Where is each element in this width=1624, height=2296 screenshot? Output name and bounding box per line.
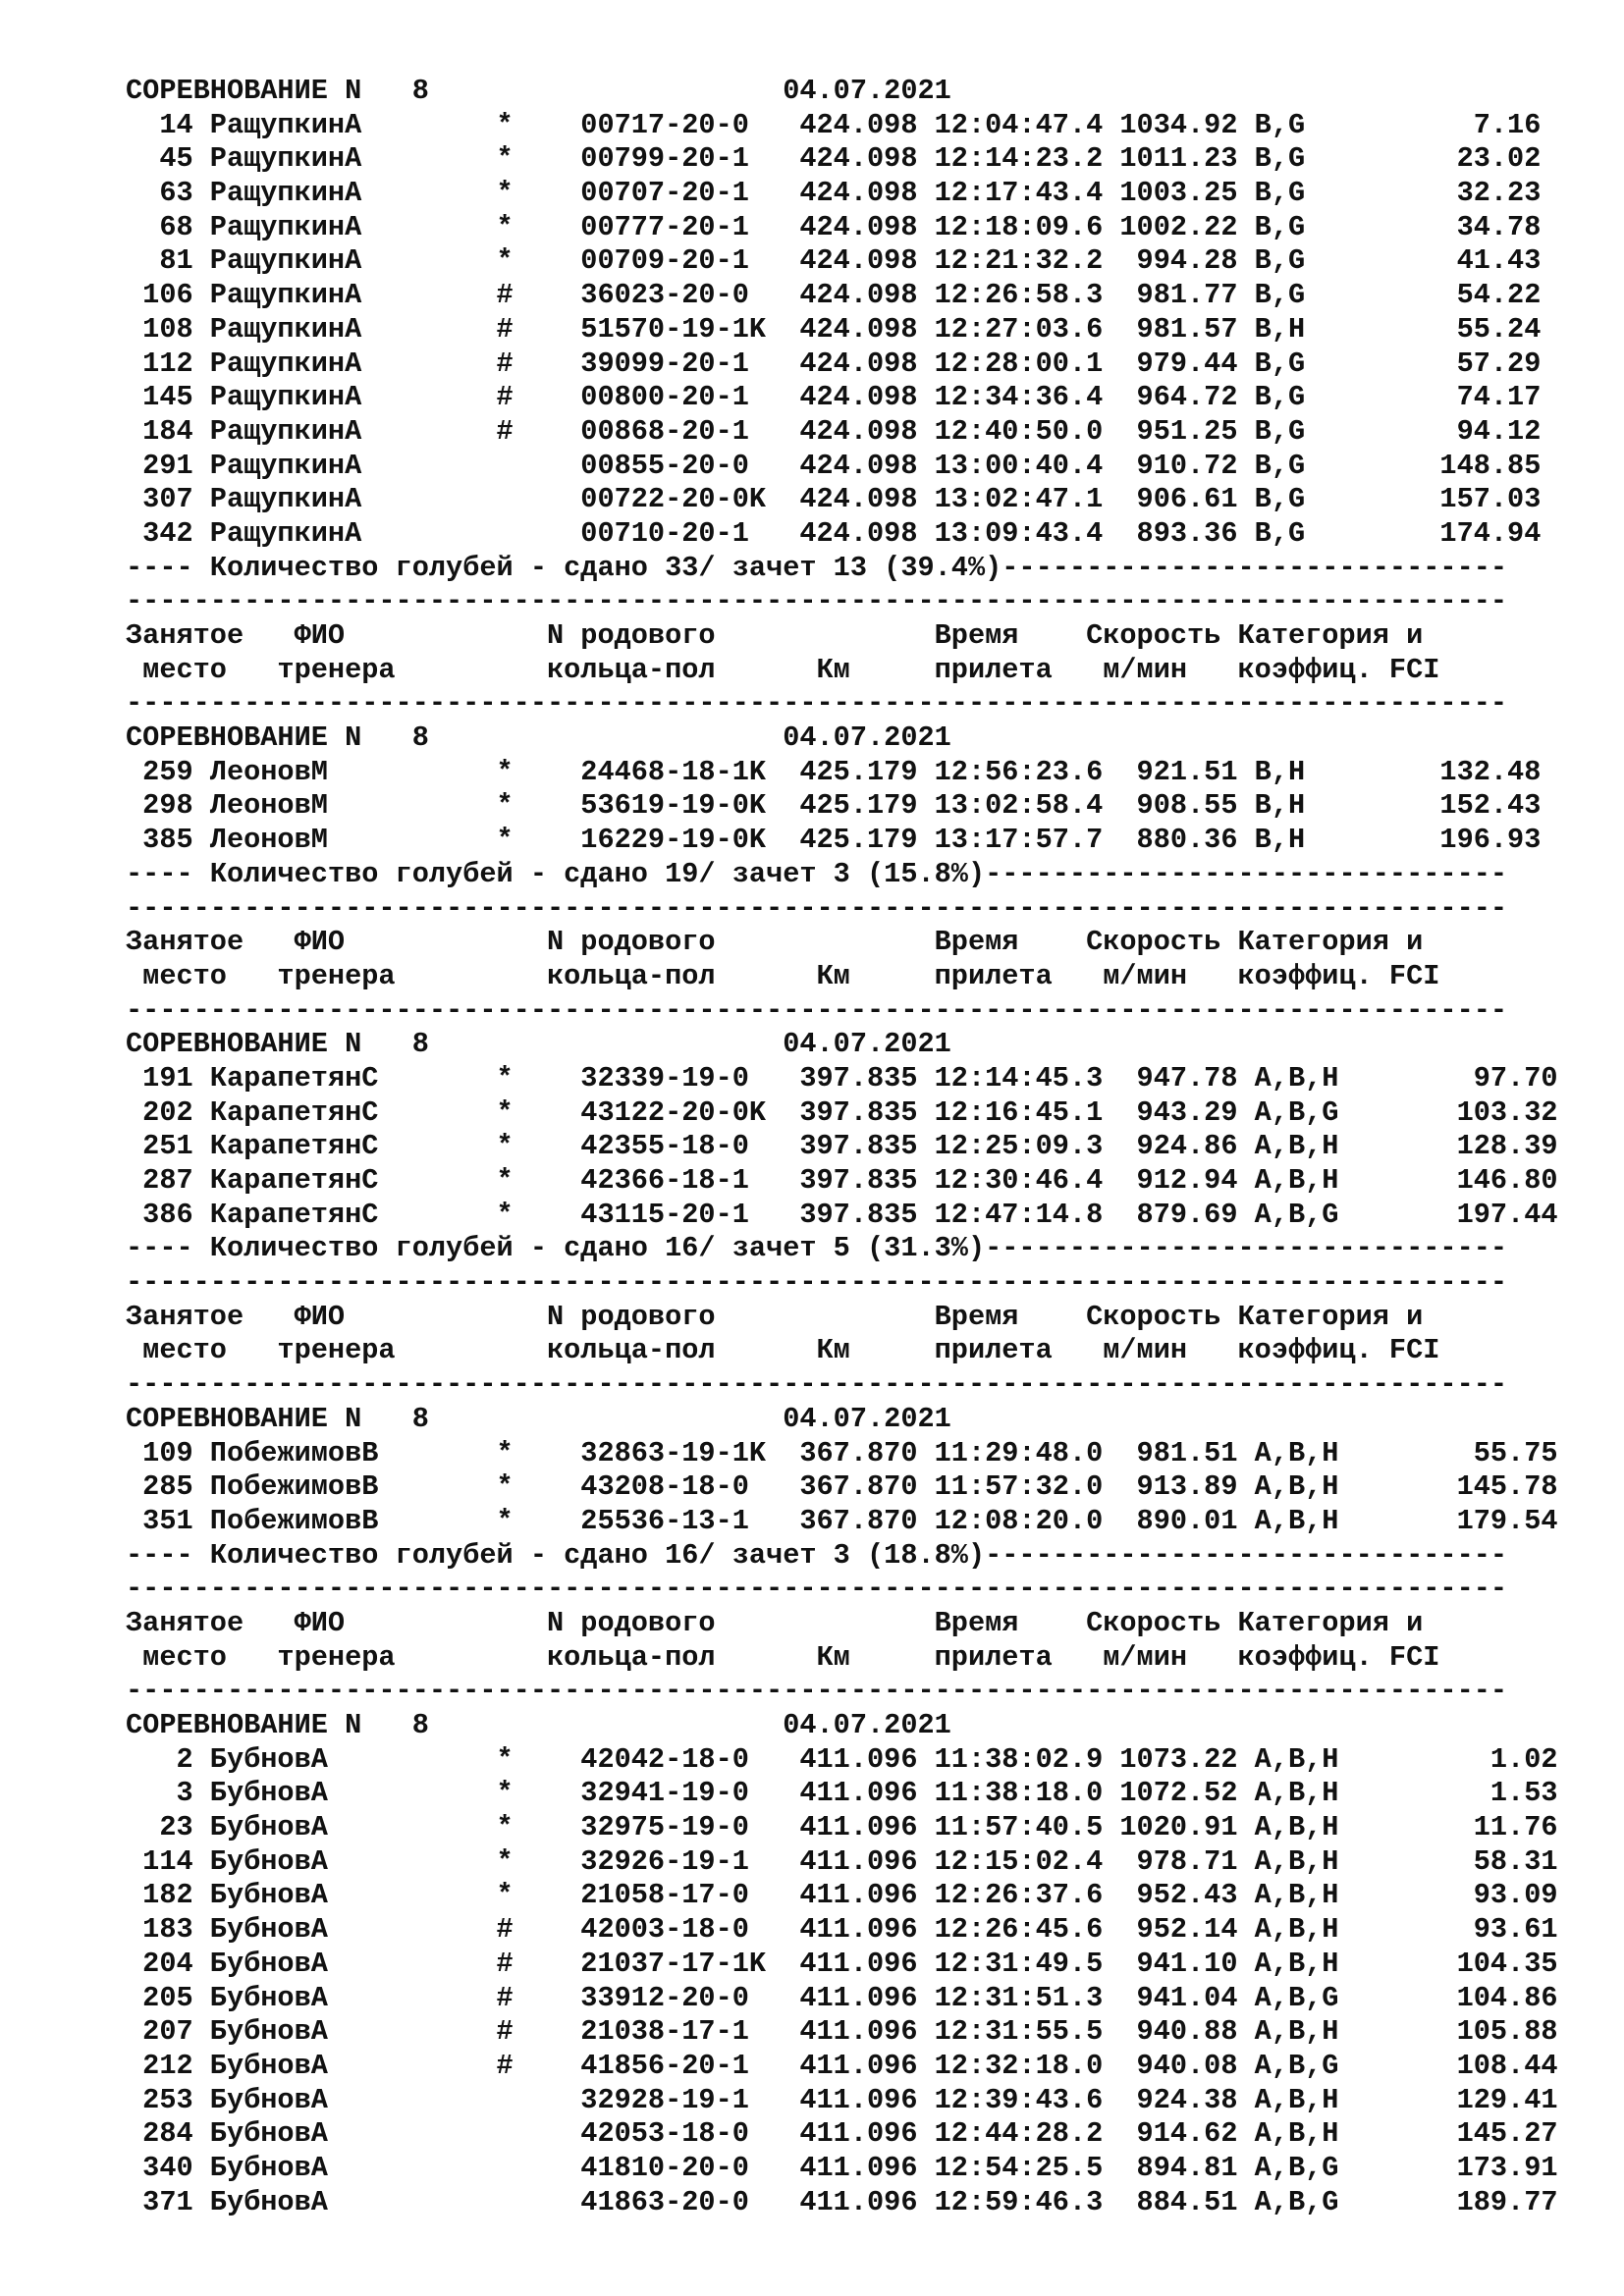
result-row: 212 БубновА # 41856-20-1 411.096 12:32:18.0 940.08 A,B,G 108.44	[126, 2049, 1558, 2082]
result-row: 340 БубновА 41810-20-0 411.096 12:54:25.5 894.81 A,B,G 173.91	[126, 2151, 1558, 2184]
summary-line: ---- Количество голубей - сдано 33/ зачет 13 (39.4%)------------------------------	[126, 551, 1508, 584]
result-row: 291 РащупкинА 00855-20-0 424.098 13:00:40.4 910.72 B,G 148.85	[126, 449, 1542, 482]
result-row: 285 ПобежимовВ * 43208-18-0 367.870 11:57:32.0 913.89 A,B,H 145.78	[126, 1470, 1558, 1504]
column-header-line-2: место тренера кольца-пол Км прилета м/мин коэффиц. FCI	[126, 959, 1440, 992]
result-row: 385 ЛеоновМ * 16229-19-0K 425.179 13:17:57.7 880.36 B,H 196.93	[126, 824, 1542, 857]
result-row: 207 БубновА # 21038-17-1 411.096 12:31:55.5 940.88 A,B,H 105.88	[126, 2015, 1558, 2049]
separator-line: ----------------------------------------------------------------------------------	[126, 687, 1508, 721]
result-row: 63 РащупкинА * 00707-20-1 424.098 12:17:43.4 1003.25 B,G 32.23	[126, 177, 1542, 210]
separator-line: ----------------------------------------------------------------------------------	[126, 1573, 1508, 1606]
column-header-line-2: место тренера кольца-пол Км прилета м/мин коэффиц. FCI	[126, 1640, 1440, 1674]
column-header-line-1: Занятое ФИО N родового Время Скорость Категория и	[126, 619, 1424, 652]
result-row: 371 БубновА 41863-20-0 411.096 12:59:46.3 884.51 A,B,G 189.77	[126, 2185, 1558, 2218]
summary-line: ---- Количество голубей - сдано 16/ зачет 5 (31.3%)-------------------------------	[126, 1232, 1508, 1265]
result-row: 68 РащупкинА * 00777-20-1 424.098 12:18:09.6 1002.22 B,G 34.78	[126, 210, 1542, 243]
result-row: 112 РащупкинА # 39099-20-1 424.098 12:28:00.1 979.44 B,G 57.29	[126, 347, 1542, 380]
result-row: 191 КарапетянС * 32339-19-0 397.835 12:14:45.3 947.78 A,B,H 97.70	[126, 1061, 1558, 1095]
competition-header: СОРЕВНОВАНИЕ N 8 04.07.2021	[126, 75, 951, 107]
result-row: 23 БубновА * 32975-19-0 411.096 11:57:40.5 1020.91 A,B,H 11.76	[126, 1811, 1558, 1844]
result-row: 298 ЛеоновМ * 53619-19-0K 425.179 13:02:58.4 908.55 B,H 152.43	[126, 789, 1542, 823]
separator-line: ----------------------------------------------------------------------------------	[126, 993, 1508, 1027]
result-row: 259 ЛеоновМ * 24468-18-1K 425.179 12:56:23.6 921.51 B,H 132.48	[126, 755, 1542, 788]
result-row: 251 КарапетянС * 42355-18-0 397.835 12:25:09.3 924.86 A,B,H 128.39	[126, 1130, 1558, 1163]
result-row: 351 ПобежимовВ * 25536-13-1 367.870 12:08:20.0 890.01 A,B,H 179.54	[126, 1504, 1558, 1537]
result-row: 45 РащупкинА * 00799-20-1 424.098 12:14:23.2 1011.23 B,G 23.02	[126, 142, 1542, 176]
result-row: 253 БубновА 32928-19-1 411.096 12:39:43.6 924.38 A,B,H 129.41	[126, 2083, 1558, 2116]
result-row: 386 КарапетянС * 43115-20-1 397.835 12:47:14.8 879.69 A,B,G 197.44	[126, 1198, 1558, 1231]
competition-header: СОРЕВНОВАНИЕ N 8 04.07.2021	[126, 1028, 951, 1061]
separator-line: ----------------------------------------------------------------------------------	[126, 1368, 1508, 1402]
summary-line: ---- Количество голубей - сдано 16/ зачет 3 (18.8%)-------------------------------	[126, 1538, 1508, 1572]
result-row: 183 БубновА # 42003-18-0 411.096 12:26:45.6 952.14 A,B,H 93.61	[126, 1913, 1558, 1947]
column-header-line-2: место тренера кольца-пол Км прилета м/мин коэффиц. FCI	[126, 1334, 1440, 1367]
result-row: 109 ПобежимовВ * 32863-19-1K 367.870 11:29:48.0 981.51 A,B,H 55.75	[126, 1436, 1558, 1469]
column-header-line-1: Занятое ФИО N родового Время Скорость Категория и	[126, 1606, 1424, 1639]
column-header-line-1: Занятое ФИО N родового Время Скорость Категория и	[126, 926, 1424, 959]
result-row: 287 КарапетянС * 42366-18-1 397.835 12:30:46.4 912.94 A,B,H 146.80	[126, 1164, 1558, 1197]
competition-header: СОРЕВНОВАНИЕ N 8 04.07.2021	[126, 721, 951, 755]
result-row: 14 РащупкинА * 00717-20-0 424.098 12:04:47.4 1034.92 B,G 7.16	[126, 108, 1542, 141]
competition-header: СОРЕВНОВАНИЕ N 8 04.07.2021	[126, 1709, 951, 1741]
result-row: 342 РащупкинА 00710-20-1 424.098 13:09:43.4 893.36 B,G 174.94	[126, 516, 1542, 550]
result-row: 114 БубновА * 32926-19-1 411.096 12:15:02.4 978.71 A,B,H 58.31	[126, 1844, 1558, 1878]
separator-line: ----------------------------------------------------------------------------------	[126, 1675, 1508, 1708]
result-row: 284 БубновА 42053-18-0 411.096 12:44:28.2 914.62 A,B,H 145.27	[126, 2117, 1558, 2151]
column-header-line-1: Занятое ФИО N родового Время Скорость Категория и	[126, 1300, 1424, 1333]
result-row: 145 РащупкинА # 00800-20-1 424.098 12:34:36.4 964.72 B,G 74.17	[126, 381, 1542, 414]
separator-line: ----------------------------------------------------------------------------------	[126, 585, 1508, 618]
result-row: 106 РащупкинА # 36023-20-0 424.098 12:26:58.3 981.77 B,G 54.22	[126, 279, 1542, 312]
result-row: 2 БубновА * 42042-18-0 411.096 11:38:02.9 1073.22 A,B,H 1.02	[126, 1742, 1558, 1776]
result-row: 81 РащупкинА * 00709-20-1 424.098 12:21:32.2 994.28 B,G 41.43	[126, 244, 1542, 278]
result-row: 184 РащупкинА # 00868-20-1 424.098 12:40:50.0 951.25 B,G 94.12	[126, 414, 1542, 448]
result-row: 204 БубновА # 21037-17-1K 411.096 12:31:49.5 941.10 A,B,H 104.35	[126, 1947, 1558, 1980]
results-printout	[126, 75, 1598, 2219]
competition-header: СОРЕВНОВАНИЕ N 8 04.07.2021	[126, 1402, 951, 1435]
result-row: 108 РащупкинА # 51570-19-1K 424.098 12:27:03.6 981.57 B,H 55.24	[126, 312, 1542, 346]
summary-line: ---- Количество голубей - сдано 19/ зачет 3 (15.8%)-------------------------------	[126, 857, 1508, 890]
separator-line: ----------------------------------------------------------------------------------	[126, 891, 1508, 925]
result-row: 202 КарапетянС * 43122-20-0K 397.835 12:16:45.1 943.29 A,B,G 103.32	[126, 1095, 1558, 1129]
result-row: 205 БубновА # 33912-20-0 411.096 12:31:51.3 941.04 A,B,G 104.86	[126, 1981, 1558, 2014]
separator-line: ----------------------------------------------------------------------------------	[126, 1266, 1508, 1300]
column-header-line-2: место тренера кольца-пол Км прилета м/мин коэффиц. FCI	[126, 653, 1440, 686]
result-row: 182 БубновА * 21058-17-0 411.096 12:26:37.6 952.43 A,B,H 93.09	[126, 1879, 1558, 1912]
result-row: 3 БубновА * 32941-19-0 411.096 11:38:18.0 1072.52 A,B,H 1.53	[126, 1777, 1558, 1810]
result-row: 307 РащупкинА 00722-20-0K 424.098 13:02:47.1 906.61 B,G 157.03	[126, 483, 1542, 516]
